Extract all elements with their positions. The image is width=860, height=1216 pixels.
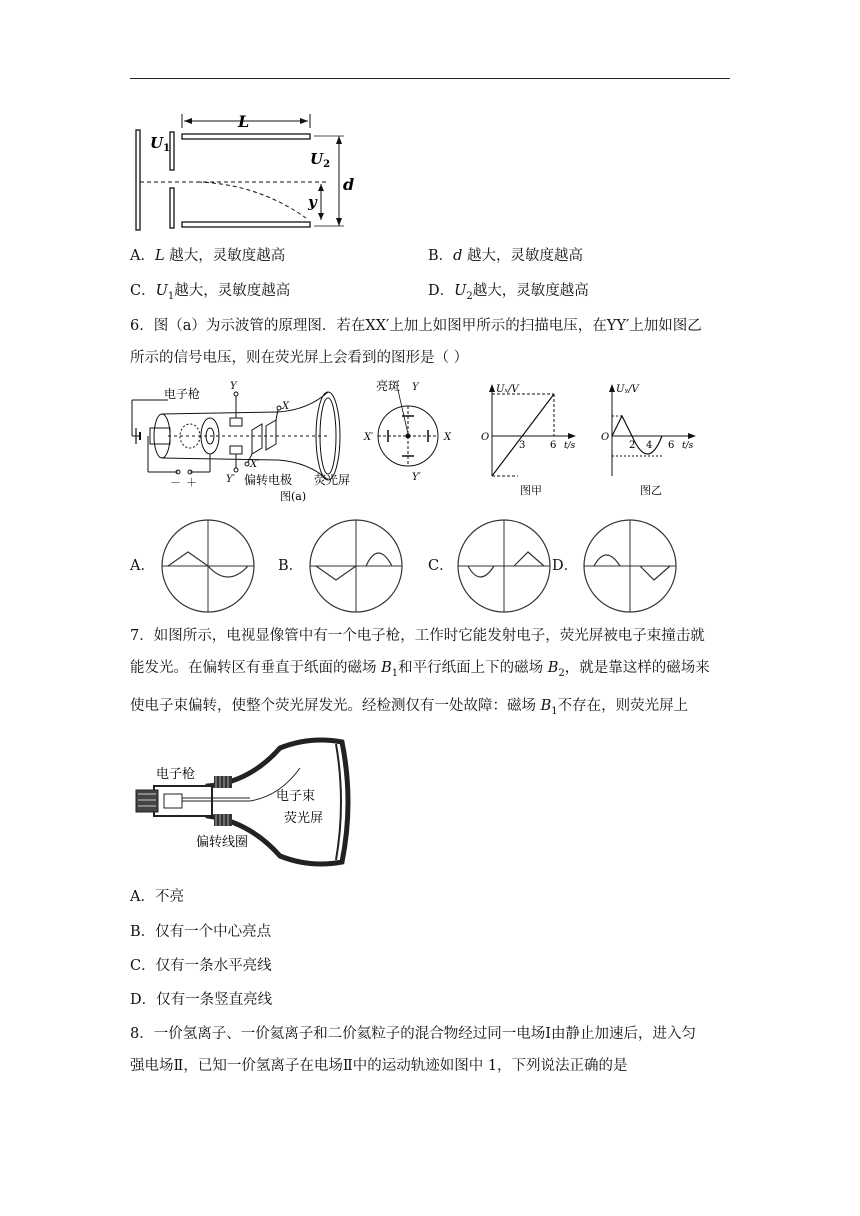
q6-line-2: 所示的信号电压，则在荧光屏上会看到的图形是（ ） — [130, 350, 469, 366]
q8-line-2: 强电场Ⅱ，已知一价氢离子在电场Ⅱ中的运动轨迹如图中 1，下列说法正确的是 — [130, 1058, 628, 1074]
q6-stem — [130, 310, 730, 374]
q7-fig-screen: 荧光屏 — [284, 811, 324, 826]
q7-fig-beam: 电子束 — [276, 789, 316, 804]
yi-tick-2: 2 — [629, 440, 636, 451]
q5-option-c[interactable]: C．$U_1$越大，灵敏度越高 — [130, 283, 291, 302]
fig-a-Y: Y — [230, 381, 237, 392]
fig-a-X-prime: X′ — [250, 459, 260, 470]
q7-fig-gun: 电子枪 — [156, 767, 196, 782]
q7-option-c[interactable]: C．仅有一条水平亮线 — [130, 958, 272, 974]
q5-label-L: L — [238, 112, 250, 131]
q7-fig-coil: 偏转线圈 — [196, 835, 249, 850]
fig-a-electron-gun: 电子枪 — [164, 387, 201, 401]
q6-oscilloscope-figure — [128, 380, 468, 510]
q6-option-c-letter[interactable]: C． — [428, 558, 454, 574]
q7-line-1: 7．如图所示，电视显像管中有一个电子枪，工作时它能发射电子，荧光屏被电子束撞击就 — [130, 628, 705, 644]
q6-option-a-letter[interactable]: A． — [130, 558, 155, 574]
q5-label-y: y — [308, 193, 317, 211]
fig-a-plus: ＋ — [186, 476, 197, 489]
q6-fig-yi — [598, 380, 710, 502]
fig-a-Y-prime: Y′ — [226, 474, 235, 485]
q7-line-2: 能发光。在偏转区有垂直于纸面的磁场 $B_1$和平行纸面上下的磁场 $B_2$，就是靠这样的磁场来 — [130, 660, 710, 679]
fig-a-caption: 图(a) — [280, 490, 307, 503]
fig-a-deflect-electrode: 偏转电极 — [244, 473, 293, 487]
jia-caption: 图甲 — [520, 484, 542, 497]
q5-label-U1: $U_1$ — [150, 134, 171, 154]
q6-option-a[interactable] — [160, 518, 256, 614]
fig-a-minus: － — [170, 476, 181, 489]
fig-a-screen-X-prime: X′ — [364, 432, 374, 443]
jia-tick-3: 3 — [519, 440, 526, 451]
q6-option-c[interactable] — [456, 518, 552, 614]
q8-line-1: 8．一价氢离子、一价氦离子和二价氦粒子的混合物经过同一电场Ⅰ由静止加速后，进入匀 — [130, 1026, 696, 1042]
q7-option-d[interactable]: D．仅有一条竖直亮线 — [130, 992, 273, 1008]
fig-a-X: X — [282, 401, 290, 412]
jia-xlabel: t/s — [564, 441, 576, 451]
q7-tv-tube-figure — [130, 730, 352, 874]
fig-a-screen-X: X — [444, 432, 452, 443]
q6-line-1: 6．图（a）为示波管的原理图．若在XX′上加上如图甲所示的扫描电压，在YY′上加如图乙 — [130, 318, 702, 334]
jia-tick-6: 6 — [550, 440, 557, 451]
q5-option-a[interactable]: A．L 越大，灵敏度越高 — [130, 248, 286, 264]
fig-a-screen-Y-prime: Y′ — [412, 472, 421, 483]
q7-stem — [130, 620, 730, 728]
fig-a-bright-spot: 亮斑 — [376, 379, 401, 393]
q5-label-U2: $U_2$ — [310, 150, 331, 170]
q5-option-b[interactable]: B．d 越大，灵敏度越高 — [428, 248, 584, 264]
yi-origin: O — [601, 432, 610, 443]
fig-a-screen-Y: Y — [412, 382, 419, 393]
q6-option-b[interactable] — [308, 518, 404, 614]
yi-tick-6: 6 — [668, 440, 675, 451]
q7-line-3: 使电子束偏转，使整个荧光屏发光。经检测仅有一处故障：磁场 $B_1$不存在，则荧光屏上 — [130, 697, 689, 717]
yi-caption: 图乙 — [640, 484, 662, 497]
q6-option-b-letter[interactable]: B． — [278, 558, 304, 574]
header-rule — [130, 78, 730, 79]
jia-origin: O — [481, 432, 490, 443]
q8-stem — [130, 1018, 730, 1082]
q6-option-d[interactable] — [582, 518, 678, 614]
yi-ylabel: Uᵧ/V — [616, 384, 639, 395]
q6-fig-jia — [478, 380, 588, 502]
q5-label-d: d — [343, 175, 355, 194]
jia-ylabel: Uₓ/V — [496, 384, 519, 395]
yi-xlabel: t/s — [682, 441, 694, 451]
q7-option-b[interactable]: B．仅有一个中心亮点 — [130, 924, 272, 940]
fig-a-screen: 荧光屏 — [314, 473, 351, 487]
q5-option-d[interactable]: D．$U_2$越大，灵敏度越高 — [428, 283, 589, 302]
q7-option-a[interactable]: A．不亮 — [130, 889, 184, 905]
yi-tick-4: 4 — [646, 440, 653, 451]
q5-deflection-figure — [128, 110, 368, 235]
q6-option-d-letter[interactable]: D． — [552, 558, 579, 574]
